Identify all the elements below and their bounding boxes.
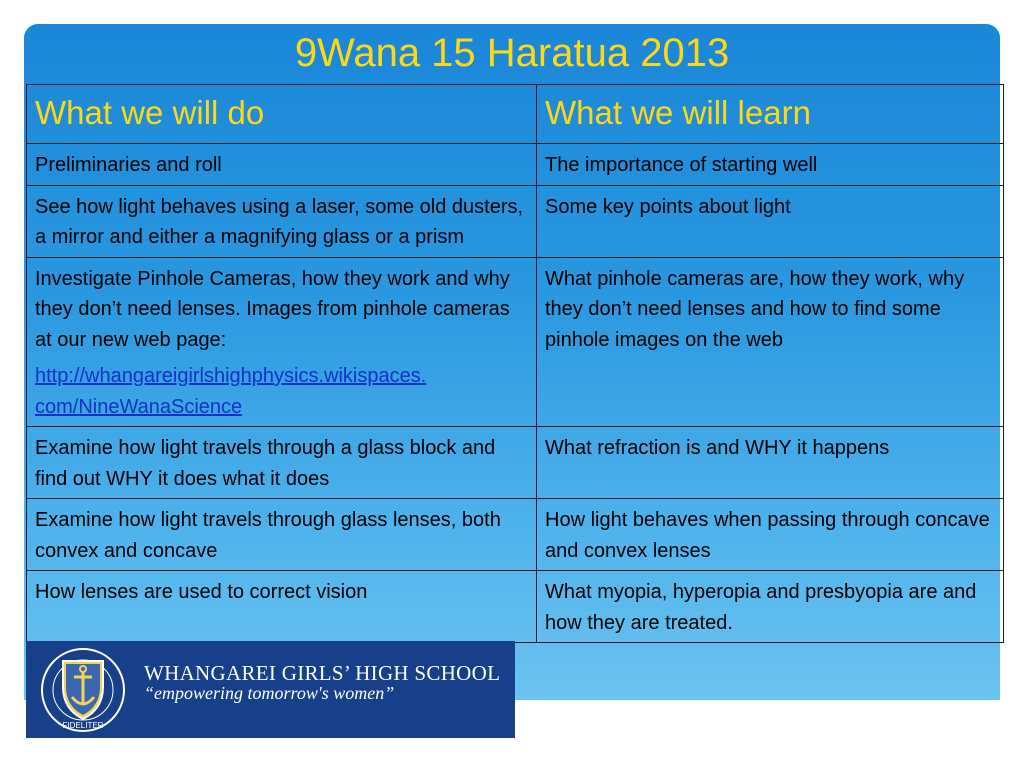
table-row xyxy=(27,144,1004,186)
table-row xyxy=(27,427,1004,499)
learning-cell: What refraction is and WHY it happens xyxy=(537,427,1004,499)
school-logo-banner xyxy=(26,641,515,738)
activity-cell: How lenses are used to correct vision xyxy=(27,571,537,643)
activity-cell: Examine how light travels through glass lenses, both convex and concave xyxy=(27,499,537,571)
activity-cell: Examine how light travels through a glass block and find out WHY it does what it does xyxy=(27,427,537,499)
learning-cell: What myopia, hyperopia and presbyopia are and how they are treated. xyxy=(537,571,1004,643)
activity-cell: See how light behaves using a laser, some old dusters, a mirror and either a magnifying glass or a prism xyxy=(27,185,537,257)
activity-text: Investigate Pinhole Cameras, how they work and why they don’t need lenses. Images from pinhole cameras at our new web page: xyxy=(35,267,510,351)
activity-cell: Preliminaries and roll xyxy=(27,144,537,186)
slide-title: 9Wana 15 Haratua 2013 xyxy=(294,31,730,75)
table-row xyxy=(27,257,1004,427)
header-what-we-will-do: What we will do xyxy=(27,85,537,144)
learning-cell: The importance of starting well xyxy=(537,144,1004,186)
activity-cell xyxy=(27,257,537,427)
header-what-we-will-learn: What we will learn xyxy=(537,85,1004,144)
lesson-plan-table xyxy=(26,84,1004,643)
learning-cell: Some key points about light xyxy=(537,185,1004,257)
web-page-link[interactable]: http://whangareigirlshighphysics.wikispaces. com/NineWanaScience xyxy=(35,365,427,418)
table-header-row xyxy=(27,85,1004,144)
learning-cell: How light behaves when passing through concave and convex lenses xyxy=(537,499,1004,571)
school-name: WHANGAREI GIRLS’ HIGH SCHOOL xyxy=(144,661,501,685)
table-row xyxy=(27,185,1004,257)
school-motto: “empowering tomorrow's women” xyxy=(144,683,395,703)
crest-motto-text: FIDELITER xyxy=(62,721,104,730)
table-row xyxy=(27,571,1004,643)
table-row xyxy=(27,499,1004,571)
learning-cell: What pinhole cameras are, how they work, why they don’t need lenses and how to find some pinhole images on the web xyxy=(537,257,1004,427)
anchor-shield-icon xyxy=(36,647,130,733)
